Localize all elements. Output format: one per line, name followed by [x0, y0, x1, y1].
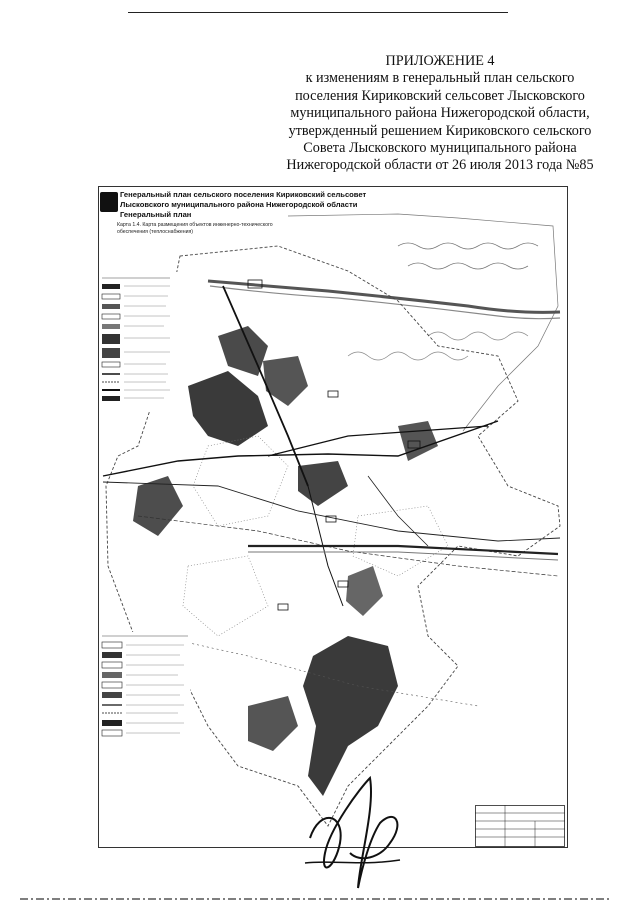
appendix-line: к изменениям в генеральный план сельского — [305, 70, 575, 87]
top-rule — [128, 12, 508, 13]
appendix-line: Нижегородской области от 26 июля 2013 года №85 — [286, 157, 594, 174]
map-subtitle-line: Карта 1.4. Карта размещения объектов инженерно-технического — [117, 222, 273, 228]
map-legend-upper — [100, 272, 178, 412]
map-title — [120, 190, 540, 220]
appendix-line: поселения Кириковский сельсовет Лысковского — [295, 87, 585, 104]
map-title-line: Генеральный план — [120, 210, 192, 219]
appendix-line: муниципального района Нижегородской области, — [290, 105, 590, 122]
appendix-line: Совета Лысковского муниципального района — [303, 140, 577, 157]
title-block-stamp — [475, 805, 565, 847]
appendix-header — [250, 53, 630, 175]
map-title-line: Генеральный план сельского поселения Кириковский сельсовет — [120, 190, 367, 199]
handwritten-signature — [300, 768, 410, 893]
appendix-heading: ПРИЛОЖЕНИЕ 4 — [385, 53, 495, 69]
bottom-scan-edge — [20, 897, 610, 901]
map-legend-lower — [100, 632, 190, 747]
map-subtitle-line: обеспечения (теплоснабжения) — [117, 229, 194, 235]
map-title-line: Лысковского муниципального района Нижегородской области — [120, 200, 358, 209]
appendix-line: утвержденный решением Кириковского сельского — [288, 122, 592, 139]
map-subtitle — [117, 222, 297, 236]
region-emblem — [100, 192, 118, 212]
